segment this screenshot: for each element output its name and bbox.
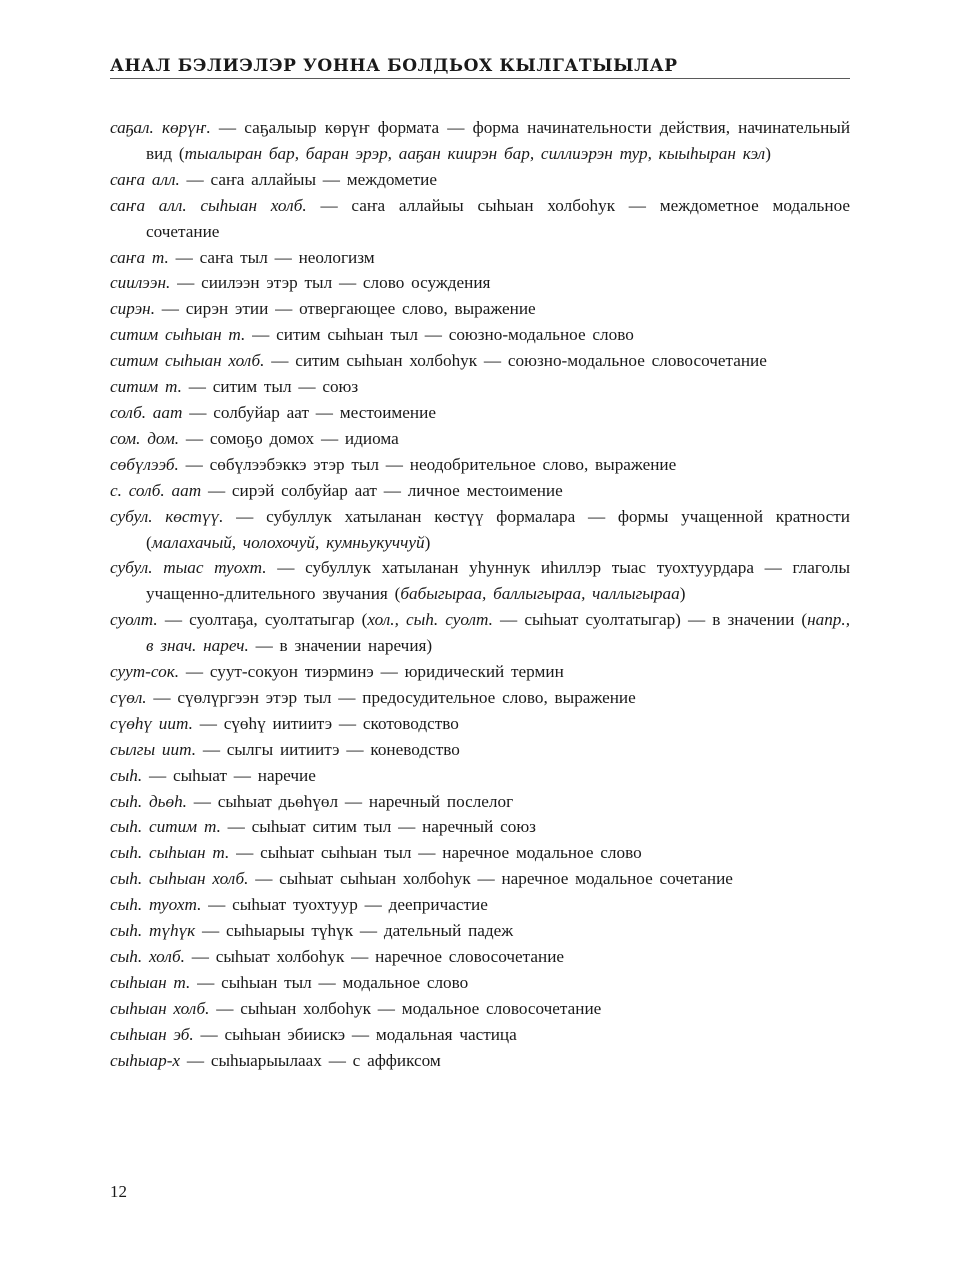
abbreviation-entry — [110, 685, 850, 711]
abbreviation-entry — [110, 918, 850, 944]
abbreviation-entry — [110, 970, 850, 996]
entry-example-2: напр., в знач. нареч. — [146, 610, 850, 656]
abbreviation-entry — [110, 115, 850, 167]
entry-abbreviation: сөбүлээб. — [110, 454, 179, 474]
entry-abbreviation: сыһыар-х — [110, 1050, 181, 1070]
entry-definition: — сыһыарыылаах — с аффиксом — [180, 1050, 441, 1070]
entry-abbreviation: солб. аат — [110, 402, 183, 422]
entry-definition: — сыһыат ситим тыл — наречный союз — [220, 817, 536, 837]
entry-definition: — ситим сыһыан холбоһук — союзно-модальное словосочетание — [264, 351, 767, 371]
abbreviation-list — [110, 115, 850, 1074]
entry-tail: — сыһыат суолтатыгар) — в значении ( — [492, 610, 808, 630]
entry-example: хол., сыһ. суолт. — [367, 610, 493, 630]
abbreviation-entry — [110, 478, 850, 504]
abbreviation-entry — [110, 322, 850, 348]
header-rule — [110, 78, 850, 79]
abbreviation-entry — [110, 996, 850, 1022]
abbreviation-entry — [110, 1048, 850, 1074]
entry-definition: — саҥа тыл — неологизм — [168, 247, 375, 267]
abbreviation-entry — [110, 607, 850, 659]
abbreviation-entry — [110, 245, 850, 271]
entry-example: тыалыран бар, баран эрэр, ааҕан киирэн бар, силлиэрэн тур, кыыһыран кэл — [184, 143, 766, 163]
entry-definition: — саҕалыыр көрүҥ формата — форма начинательности действия, начинательный вид ( — [146, 118, 851, 163]
entry-definition: — сөбүлээбэккэ этэр тыл — неодобрительное слово, выражение — [178, 454, 677, 474]
entry-definition: — сылгы иитиитэ — коневодство — [196, 739, 460, 759]
entry-abbreviation: суолт. — [110, 610, 158, 630]
entry-abbreviation: сирэн. — [110, 299, 155, 319]
entry-definition: — сомоҕо домох — идиома — [179, 428, 399, 448]
abbreviation-entry — [110, 944, 850, 970]
entry-definition: — сыһыат — наречие — [142, 765, 316, 785]
entry-definition: — сыһыан тыл — модальное слово — [190, 972, 469, 992]
entry-definition: — сыһыарыы түһүк — дательный падеж — [195, 921, 514, 941]
abbreviation-entry — [110, 374, 850, 400]
running-head: АНАЛ БЭЛИЭЛЭР УОННА БОЛДЬОХ КЫЛГАТЫЫЛАР — [110, 56, 678, 76]
entry-definition: — сыһыат холбоһук — наречное словосочетание — [184, 947, 565, 966]
abbreviation-entry — [110, 167, 850, 193]
entry-definition: — субуллук хатыланан уһуннук иһиллэр тыас туохтуурдара — глаголы учащенно-длительного звучания ( — [146, 558, 850, 604]
entry-definition: — сыһыат сыһыан холбоһук — наречное модальное сочетание — [248, 869, 733, 889]
abbreviation-entry — [110, 193, 850, 245]
abbreviation-entry — [110, 892, 850, 918]
entry-abbreviation: сүөһү иит. — [110, 713, 193, 733]
entry-abbreviation: саҕал. көрүҥ. — [110, 118, 211, 137]
entry-definition: — сыһыан эбиискэ — модальная частица — [193, 1024, 517, 1044]
entry-abbreviation: ситим сыһыан т. — [110, 325, 246, 345]
entry-abbreviation: ситим т. — [110, 377, 182, 397]
entry-abbreviation: сом. дом. — [110, 428, 180, 448]
entry-definition: — ситим тыл — союз — [181, 377, 359, 397]
entry-abbreviation: саҥа т. — [110, 247, 169, 267]
abbreviation-entry — [110, 504, 850, 556]
entry-example: бабыгыраа, баллыгыраа, чаллыгыраа — [400, 584, 680, 604]
entry-definition: — саҥа аллайыы сыһыан холбоһук — междометное модальное сочетание — [146, 195, 850, 241]
entry-tail: ) — [424, 532, 431, 552]
entry-tail: ) — [765, 143, 771, 163]
entry-abbreviation: субул. тыас туохт. — [110, 558, 267, 578]
entry-definition: — саҥа аллайыы — междометие — [179, 169, 438, 189]
entry-abbreviation: сыһ. сыһыан холб. — [110, 869, 249, 889]
entry-definition: — сыһыан холбоһук — модальное словосочетание — [209, 998, 602, 1018]
entry-abbreviation: саҥа алл. сыһыан холб. — [110, 195, 307, 215]
entry-abbreviation: сыһыан эб. — [110, 1024, 194, 1044]
page-number: 12 — [110, 1182, 127, 1201]
entry-abbreviation: сыһыан т. — [110, 972, 191, 992]
abbreviation-entry — [110, 737, 850, 763]
entry-abbreviation: сылгы иит. — [110, 739, 197, 759]
entry-example: малахачый, чолохочуй, кумньукуччуй — [151, 532, 425, 552]
entry-definition: — суут-сокуон тиэрминэ — юридический термин — [179, 662, 564, 682]
abbreviation-entry — [110, 1022, 850, 1048]
entry-definition: — сиилээн этэр тыл — слово осуждения — [170, 273, 491, 293]
abbreviation-entry — [110, 348, 850, 374]
abbreviation-entry — [110, 814, 850, 840]
abbreviation-entry — [110, 711, 850, 737]
entry-abbreviation: с. солб. аат — [110, 480, 202, 500]
entry-tail-2: — в значении наречия) — [248, 636, 433, 656]
entry-definition: — сыһыат дьөһүөл — наречный послелог — [186, 791, 514, 811]
entry-definition: — ситим сыһыан тыл — союзно-модальное слово — [245, 325, 634, 345]
entry-tail: ) — [679, 584, 686, 604]
entry-definition: — сирэн этии — отвергающее слово, выражение — [155, 299, 536, 319]
abbreviation-entry — [110, 763, 850, 789]
entry-abbreviation: сиилээн. — [110, 273, 171, 293]
entry-definition: — субуллук хатыланан көстүү формалара — формы учащенной кратности ( — [146, 506, 850, 552]
entry-definition: — сирэй солбуйар аат — личное местоимение — [201, 480, 563, 500]
entry-definition: — сыһыат сыһыан тыл — наречное модальное слово — [229, 843, 642, 863]
abbreviation-entry — [110, 400, 850, 426]
abbreviation-entry — [110, 296, 850, 322]
abbreviation-entry — [110, 789, 850, 815]
entry-abbreviation: сыһ. холб. — [110, 947, 185, 966]
entry-definition: — суолтаҕа, суолтатыгар ( — [157, 610, 368, 630]
entry-definition: — сыһыат туохтуур — деепричастие — [201, 895, 488, 915]
entry-definition: — сүөлүргээн этэр тыл — предосудительное слово, выражение — [146, 687, 636, 707]
entry-abbreviation: сыһ. түһүк — [110, 921, 196, 941]
abbreviation-entry — [110, 452, 850, 478]
abbreviation-entry — [110, 866, 850, 892]
entry-abbreviation: ситим сыһыан холб. — [110, 351, 265, 371]
entry-definition: — сүөһү иитиитэ — скотоводство — [192, 713, 459, 733]
abbreviation-entry — [110, 555, 850, 607]
entry-definition: — солбуйар аат — местоимение — [182, 402, 436, 422]
entry-abbreviation: саҥа алл. — [110, 169, 180, 189]
entry-abbreviation: сүөл. — [110, 687, 147, 707]
entry-abbreviation: сыһ. — [110, 765, 143, 785]
entry-abbreviation: субул. көстүү. — [110, 506, 224, 526]
entry-abbreviation: сыһыан холб. — [110, 998, 210, 1018]
entry-abbreviation: сыһ. дьөһ. — [110, 791, 187, 811]
abbreviation-entry — [110, 840, 850, 866]
entry-abbreviation: сыһ. ситим т. — [110, 817, 221, 837]
entry-abbreviation: сыһ. сыһыан т. — [110, 843, 230, 863]
entry-abbreviation: суут-сок. — [110, 662, 180, 682]
abbreviation-entry — [110, 659, 850, 685]
entry-abbreviation: сыһ. туохт. — [110, 895, 202, 915]
abbreviation-entry — [110, 270, 850, 296]
abbreviation-entry — [110, 426, 850, 452]
